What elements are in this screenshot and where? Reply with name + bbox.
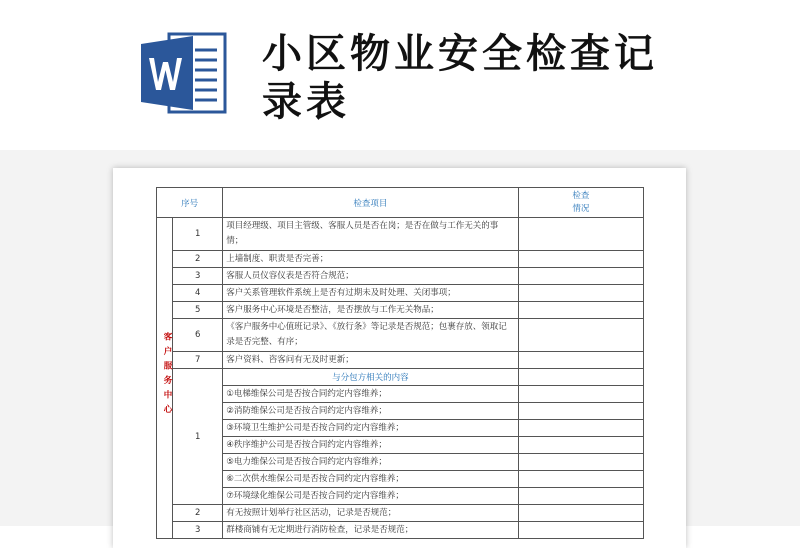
row-item: 客户关系管理软件系统上是否有过期未及时处理、关闭事项； xyxy=(223,285,518,302)
table-row xyxy=(157,403,644,420)
section-label xyxy=(157,218,173,539)
row-item: 《客户服务中心值班记录》、《放行条》等记录是否规范；包裹存放、领取记录是否完整、有序； xyxy=(223,319,518,352)
table-row xyxy=(157,420,644,437)
row-number: 1 xyxy=(173,218,223,251)
row-check-cell[interactable] xyxy=(518,352,643,369)
table-header-row xyxy=(157,188,644,218)
row-item: 客服人员仪容仪表是否符合规范； xyxy=(223,268,518,285)
table-row xyxy=(157,352,644,369)
word-document-icon xyxy=(139,30,231,116)
row-check-cell[interactable] xyxy=(518,319,643,352)
sub-item: ④秩序维护公司是否按合同约定内容维养； xyxy=(223,437,518,454)
header-item: 检查项目 xyxy=(223,188,518,218)
subsection-title: 与分包方相关的内容 xyxy=(223,369,518,386)
row-item: 上墙制度、职责是否完善； xyxy=(223,251,518,268)
row-number: 3 xyxy=(173,522,223,539)
row-check-cell[interactable] xyxy=(518,505,643,522)
subsection-row xyxy=(157,369,644,386)
sub-item: ⑦环境绿化维保公司是否按合同约定内容维养； xyxy=(223,488,518,505)
row-check-cell[interactable] xyxy=(518,522,643,539)
table-row xyxy=(157,319,644,352)
sub-item: ⑥二次供水维保公司是否按合同约定内容维养； xyxy=(223,471,518,488)
header-check-line1: 检查 xyxy=(572,190,590,201)
section-label-text: 客户服务中心 xyxy=(162,332,172,419)
header-check-line2: 情况 xyxy=(572,203,590,214)
row-number: 2 xyxy=(173,251,223,268)
row-check-cell[interactable] xyxy=(518,403,643,420)
row-check-cell[interactable] xyxy=(518,369,643,386)
row-item: 客户资料、咨客问有无及时更新； xyxy=(223,352,518,369)
sub-item: ③环境卫生维护公司是否按合同约定内容维养； xyxy=(223,420,518,437)
row-check-cell[interactable] xyxy=(518,437,643,454)
row-item: 群楼商铺有无定期进行消防检查，记录是否规范； xyxy=(223,522,518,539)
inspection-table xyxy=(156,187,644,539)
table-row xyxy=(157,437,644,454)
row-number: 6 xyxy=(173,319,223,352)
sub-item: ①电梯维保公司是否按合同约定内容维养； xyxy=(223,386,518,403)
table-row xyxy=(157,285,644,302)
table-row xyxy=(157,505,644,522)
document-page xyxy=(113,168,686,548)
sub-item: ②消防维保公司是否按合同约定内容维养； xyxy=(223,403,518,420)
header-banner xyxy=(0,0,800,150)
header-no: 序号 xyxy=(157,188,223,218)
row-check-cell[interactable] xyxy=(518,471,643,488)
row-item: 有无按照计划举行社区活动，记录是否规范； xyxy=(223,505,518,522)
row-check-cell[interactable] xyxy=(518,285,643,302)
row-number: 5 xyxy=(173,302,223,319)
row-check-cell[interactable] xyxy=(518,218,643,251)
table-row xyxy=(157,522,644,539)
row-number: 4 xyxy=(173,285,223,302)
table-row xyxy=(157,386,644,403)
page-title: 小区物业安全检查记录表 xyxy=(262,31,658,125)
row-check-cell[interactable] xyxy=(518,251,643,268)
table-row xyxy=(157,251,644,268)
table-row xyxy=(157,302,644,319)
table-row xyxy=(157,488,644,505)
row-check-cell[interactable] xyxy=(518,420,643,437)
row-number: 7 xyxy=(173,352,223,369)
row-number: 1 xyxy=(173,369,223,505)
row-number: 2 xyxy=(173,505,223,522)
row-item: 项目经理级、项目主管级、客服人员是否在岗；是否在做与工作无关的事情； xyxy=(223,218,518,251)
row-check-cell[interactable] xyxy=(518,488,643,505)
row-check-cell[interactable] xyxy=(518,454,643,471)
header-check xyxy=(518,188,643,218)
row-item: 客户服务中心环境是否整洁，是否摆放与工作无关物品； xyxy=(223,302,518,319)
row-check-cell[interactable] xyxy=(518,302,643,319)
table-row xyxy=(157,471,644,488)
row-check-cell[interactable] xyxy=(518,386,643,403)
sub-item: ⑤电力维保公司是否按合同约定内容维养； xyxy=(223,454,518,471)
row-check-cell[interactable] xyxy=(518,268,643,285)
row-number: 3 xyxy=(173,268,223,285)
table-row xyxy=(157,268,644,285)
table-row xyxy=(157,454,644,471)
table-row xyxy=(157,218,644,251)
